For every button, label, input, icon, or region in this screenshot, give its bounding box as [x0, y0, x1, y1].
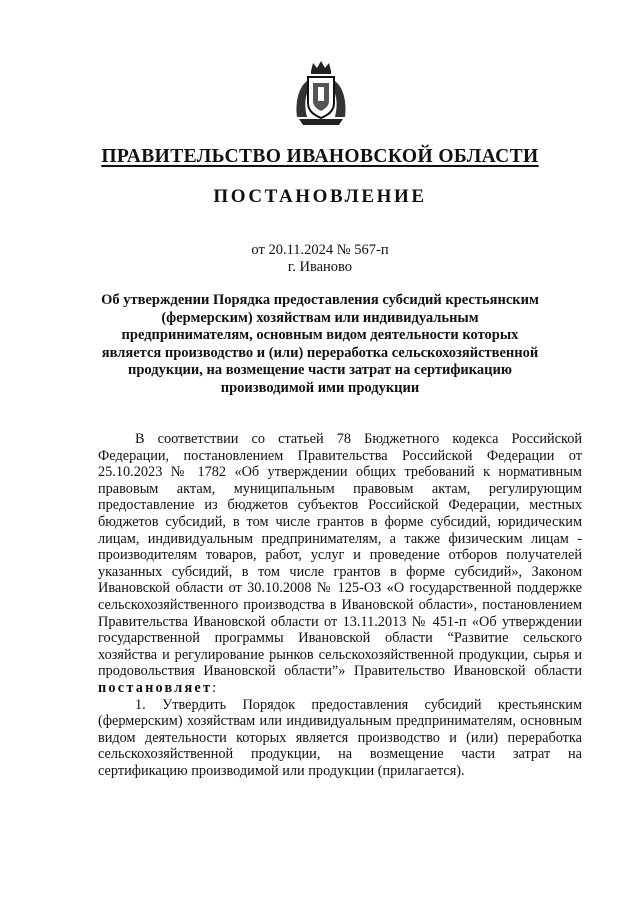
resolves-colon: : — [212, 679, 217, 696]
preamble-paragraph — [98, 431, 582, 697]
government-title: ПРАВИТЕЛЬСТВО ИВАНОВСКОЙ ОБЛАСТИ — [101, 146, 539, 167]
document-meta — [0, 242, 640, 276]
city: г. Иваново — [287, 259, 353, 275]
resolves-word: постановляет — [98, 679, 213, 696]
date-number: от 20.11.2024 № 567-п — [251, 242, 389, 258]
document-body — [98, 431, 582, 779]
document-heading: Об утверждении Порядка предоставления субсидий крестьянским (фермерским) хозяйствам или индивидуальным предпринимателям, основным видом деятельности которых является производство и (или) переработка сельскохозяйственной продукции, на возмещение части затрат на сертификацию производимой ими продукции — [101, 292, 539, 396]
document-type: ПОСТАНОВЛЕНИЕ — [213, 186, 427, 207]
item-1-paragraph: 1. Утвердить Порядок предоставления субсидий крестьянским (фермерским) хозяйствам или индивидуальным предпринимателям, основным видом деятельности которых является производство и (или) переработка сельскохозяйственной продукции, на возмещение части затрат на сертификацию производимой или продукции (прилагается). — [98, 696, 582, 779]
coat-of-arms-icon — [293, 57, 349, 127]
preamble-text: В соответствии со статьей 78 Бюджетного кодекса Российской Федерации, постановлением Правительства Российской Федерации от 25.10.2023 № 1782 «Об утверждении общих требований к нормативным правовым актам, муниципальным правовым актам, регулирующим предоставление из бюджетов субъектов Российской Федерации, местных бюджетов субсидий, в том числе грантов в форме субсидий, юридическим лицам, индивидуальным предпринимателям, а также физическим лицам - производителям товаров, работ, услуг и проведение отборов получателей указанных субсидий, в том числе грантов в форме субсидий», Законом Ивановской области от 30.10.2008 № 125-ОЗ «О государственной поддержке сельскохозяйственного производства в Ивановской области», постановлением Правительства Ивановской области от 13.11.2013 № 451-п «Об утверждении государственной программы Ивановской области “Развитие сельского хозяйства и регулирование рынков сельскохозяйственной продукции, сырья и продовольствия Ивановской области”» Правительство Ивановской области — [98, 431, 582, 680]
